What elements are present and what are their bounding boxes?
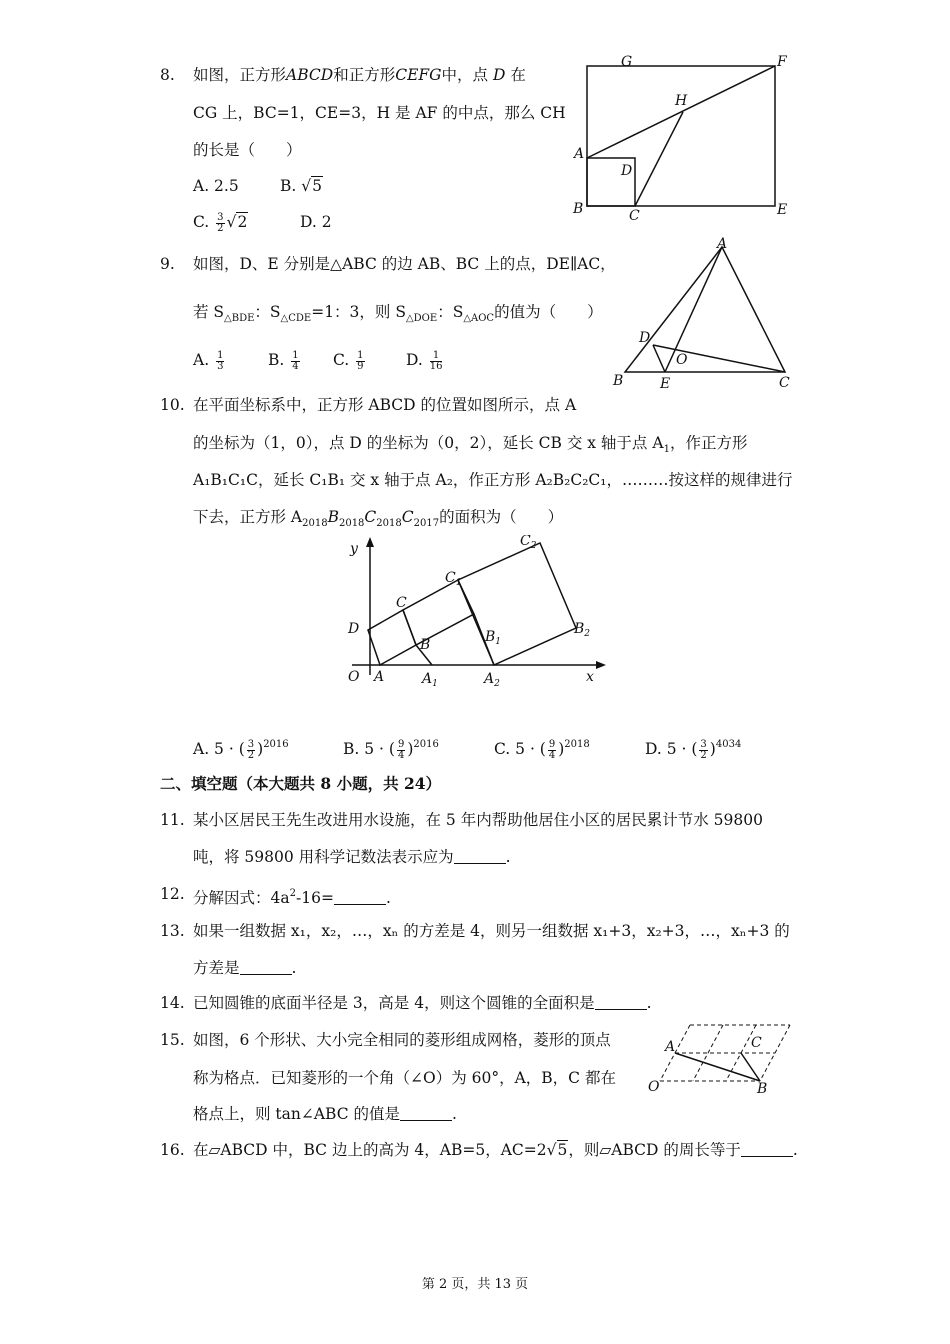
q8-label-b: B: [573, 201, 584, 217]
q9-number: 9.: [160, 255, 175, 273]
q9-line2: 若 $S_{\triangle BDE}$：$S_{\triangle CDE}=1$：3，则 $S_{\triangle DOE}$：$S_{\triangle AOC}$的值为（ ）: [193, 303, 603, 324]
q10-option-b: B. 5 · ( $\frac{9}{4}$ )$^{2016}$: [343, 738, 439, 761]
q16-number: 16.: [160, 1141, 185, 1159]
q11-line2: 吨，将 59800 用科学记数法表示应为 .: [193, 848, 511, 866]
q15-label-c: C: [751, 1035, 762, 1051]
q11-number: 11.: [160, 811, 185, 829]
q12-text: 分解因式：$4a^2-16=$ .: [193, 888, 391, 907]
q9-figure: [605, 232, 805, 394]
q13-line2: 方差是 .: [193, 959, 297, 977]
q10-label-o: O: [348, 669, 360, 685]
q14-text: 已知圆锥的底面半径是 3，高是 4，则这个圆锥的全面积是 .: [193, 994, 652, 1012]
q8-figure: [565, 50, 795, 225]
q10-option-c: C. 5 · ( $\frac{9}{4}$ )$^{2018}$: [494, 738, 590, 761]
q8-option-b: B. √5: [280, 177, 323, 195]
q10-option-a: A. 5 · ( $\frac{3}{2}$ )$^{2016}$: [193, 738, 289, 761]
q8-label-h: H: [675, 93, 688, 109]
q8-option-d: D. 2: [300, 213, 332, 231]
page-footer: 第 2 页，共 13 页: [421, 1277, 529, 1292]
q8-label-g: G: [621, 54, 633, 70]
q15-label-o: O: [648, 1079, 660, 1095]
q10-label-a2: $A_2$: [484, 671, 500, 689]
q10-label-y: y: [350, 541, 358, 557]
q13-answer-blank[interactable]: [240, 960, 292, 975]
q15-answer-blank[interactable]: [400, 1106, 452, 1121]
q8-line3: 的长是（ ）: [193, 141, 302, 159]
q9-label-b: B: [613, 373, 624, 389]
q15-number: 15.: [160, 1031, 185, 1049]
q12-answer-blank[interactable]: [334, 890, 386, 905]
q16-text: 在▱ABCD 中，BC 边上的高为 4，AB=5，AC=2√5，则▱ABCD 的周长等于 .: [193, 1141, 798, 1159]
q10-line1: 在平面坐标系中，正方形 ABCD 的位置如图所示，点 A: [193, 396, 577, 414]
q10-label-d: D: [348, 621, 360, 637]
q8-number: 8.: [160, 66, 175, 84]
q12-number: 12.: [160, 885, 185, 903]
q8-label-f: F: [777, 54, 787, 70]
q15-line3: 格点上，则 tan∠ABC 的值是 .: [193, 1105, 457, 1123]
q13-line1: 如果一组数据 x₁，x₂，…，xₙ 的方差是 4，则另一组数据 x₁+3，x₂+3，…，xₙ+3 的: [193, 922, 790, 940]
q9-line1: 如图，D、E 分别是△ABC 的边 AB、BC 上的点，DE∥AC，: [193, 255, 616, 273]
q9-label-a: A: [717, 236, 728, 252]
q8-option-a: A. 2.5: [193, 177, 239, 195]
q10-label-a1: $A_1$: [422, 671, 438, 689]
q16-answer-blank[interactable]: [741, 1142, 793, 1157]
q9-option-c: C. $\frac{1}{9}$: [333, 349, 364, 372]
q10-label-a: A: [374, 669, 385, 685]
q11-line1: 某小区居民王先生改进用水设施，在 5 年内帮助他居住小区的居民累计节水 59800: [193, 811, 763, 829]
q8-option-c: C. $\frac{3}{2}$ √2: [193, 211, 248, 234]
q14-answer-blank[interactable]: [595, 995, 647, 1010]
q10-line4: 下去，正方形 $A_{2018}B_{2018}C_{2018}C_{2017}$的面积为（ ）: [193, 508, 564, 529]
q8-label-d: D: [621, 163, 633, 179]
q9-label-o: O: [676, 352, 688, 368]
q10-label-b: B: [420, 637, 431, 653]
q14-number: 14.: [160, 994, 185, 1012]
q10-number: 10.: [160, 396, 185, 414]
q8-line1: 如图，正方形ABCD和正方形CEFG中，点 D 在: [193, 66, 526, 84]
q10-line2: 的坐标为（1，0），点 D 的坐标为（0，2），延长 CB 交 x 轴于点 $A_1$，作正方形: [193, 434, 748, 455]
q9-label-e: E: [660, 376, 671, 392]
q8-label-e: E: [777, 202, 788, 218]
q10-option-d: D. 5 · ( $\frac{3}{2}$ )$^{4034}$: [645, 738, 742, 761]
q10-label-b1: $B_1$: [485, 629, 502, 647]
q11-answer-blank[interactable]: [454, 849, 506, 864]
q13-number: 13.: [160, 922, 185, 940]
q8-label-c: C: [629, 208, 640, 224]
q15-label-b: B: [757, 1081, 768, 1095]
q9-label-c: C: [779, 375, 790, 391]
q10-line3: A₁B₁C₁C，延长 C₁B₁ 交 x 轴于点 A₂，作正方形 A₂B₂C₂C₁，………按这样的规律进行: [193, 471, 793, 489]
q9-option-a: A. $\frac{1}{3}$: [193, 349, 224, 372]
q15-label-a: A: [665, 1039, 676, 1055]
q9-label-d: D: [639, 330, 651, 346]
q10-label-b2: $B_2$: [574, 621, 591, 639]
section-heading: 二、填空题（本大题共 8 小题，共 24）: [160, 774, 442, 793]
q8-label-a: A: [574, 146, 585, 162]
q15-line2: 称为格点．已知菱形的一个角（∠O）为 60°，A，B，C 都在: [193, 1069, 616, 1087]
q9-option-b: B. $\frac{1}{4}$: [268, 349, 299, 372]
q15-figure: [645, 1015, 795, 1095]
q10-label-c2: $C_2$: [520, 535, 537, 551]
q10-label-c: C: [396, 595, 407, 611]
q10-label-x: x: [586, 669, 594, 685]
q8-line2: CG 上，BC=1，CE=3，H 是 AF 的中点，那么 CH: [193, 104, 566, 122]
q9-option-d: D. $\frac{1}{16}$: [406, 349, 443, 372]
q10-label-c1: $C_1$: [445, 570, 462, 588]
q15-line1: 如图，6 个形状、大小完全相同的菱形组成网格，菱形的顶点: [193, 1031, 611, 1049]
q10-figure: [340, 535, 610, 695]
